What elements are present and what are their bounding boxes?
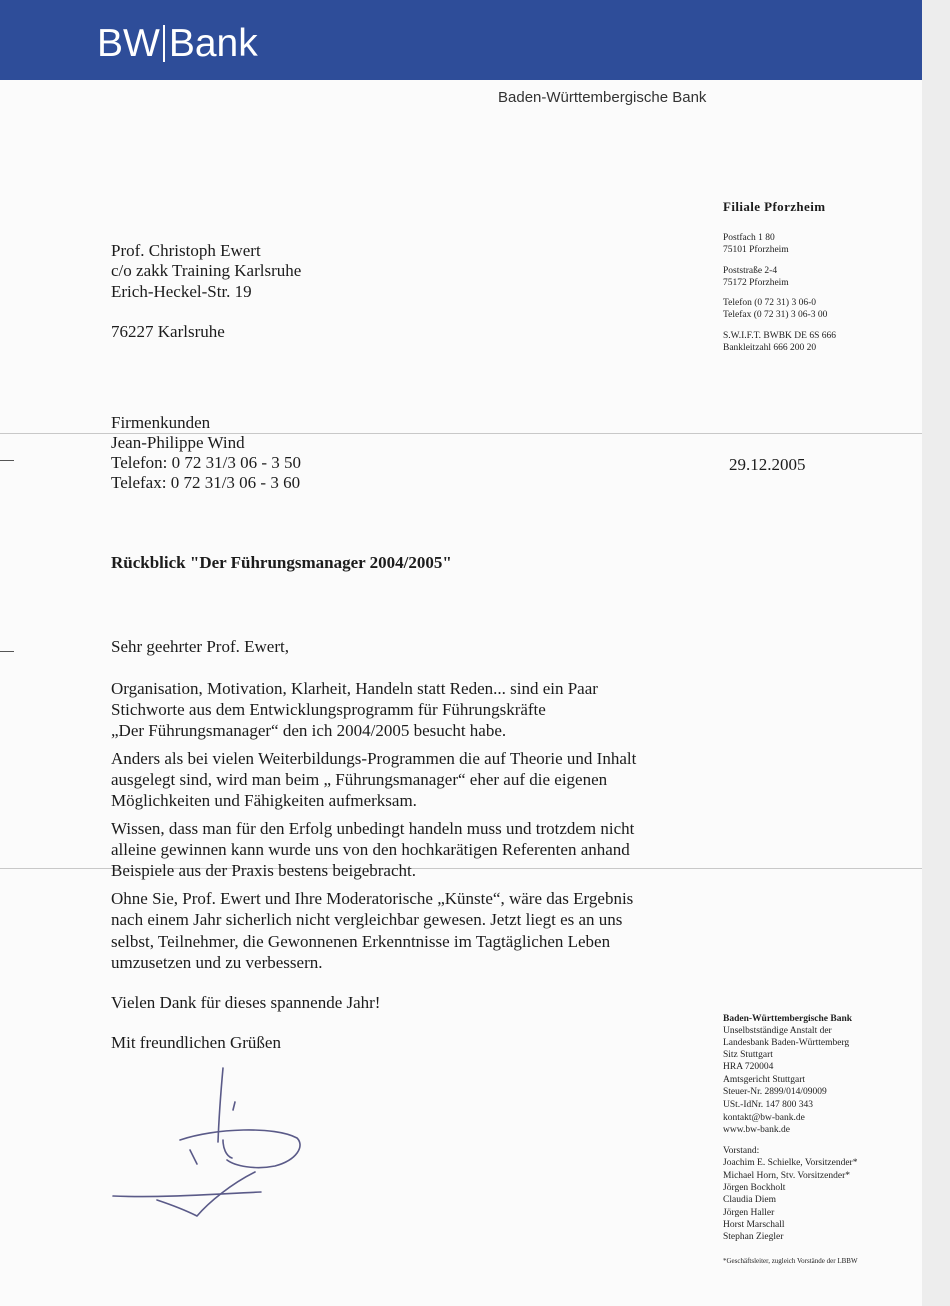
branch-line: Telefax (0 72 31) 3 06-3 00 (723, 310, 828, 320)
footer-legal-line: Sitz Stuttgart (723, 1050, 773, 1060)
footer-website: www.bw-bank.de (723, 1125, 790, 1135)
letter-subject: Rückblick "Der Führungsmanager 2004/2005" (111, 553, 452, 572)
recipient-city: 76227 Karlsruhe (111, 322, 225, 341)
logo-divider (163, 25, 165, 62)
body-line: „Der Führungsmanager“ den ich 2004/2005 besucht habe. (111, 721, 507, 740)
sender-name: Jean-Philippe Wind (111, 433, 245, 452)
board-title: Vorstand: (723, 1146, 760, 1156)
signature-drawing (105, 1060, 315, 1220)
footer-legal-line: USt.-IdNr. 147 800 343 (723, 1100, 813, 1110)
board-member: Jörgen Bockholt (723, 1183, 786, 1193)
board-footnote: *Geschäftsleiter, zugleich Vorstände der LBBW (723, 1257, 858, 1265)
branch-line: Telefon (0 72 31) 3 06-0 (723, 298, 816, 308)
board-member: Jörgen Haller (723, 1208, 775, 1218)
board-member: Joachim E. Schielke, Vorsitzender* (723, 1158, 858, 1168)
footer-bank-name: Baden-Württembergische Bank (723, 1014, 853, 1024)
branch-line: Postfach 1 80 (723, 233, 775, 243)
board-member: Horst Marschall (723, 1220, 785, 1230)
logo-bw: BW (97, 22, 160, 65)
body-line: selbst, Teilnehmer, die Gewonnenen Erkenntnisse im Tagtäglichen Leben (111, 932, 611, 951)
body-line: nach einem Jahr sicherlich nicht vergleichbar gewesen. Jetzt liegt es an uns (111, 910, 623, 929)
body-line: umzusetzen und zu verbessern. (111, 953, 323, 972)
body-line: alleine gewinnen kann wurde uns von den hochkarätigen Referenten anhand (111, 840, 630, 859)
body-line: Anders als bei vielen Weiterbildungs-Programmen die auf Theorie und Inhalt (111, 749, 637, 768)
closing-line: Mit freundlichen Grüßen (111, 1033, 281, 1052)
fold-mark (0, 460, 14, 461)
branch-line: Poststraße 2-4 (723, 266, 778, 276)
branch-line: Bankleitzahl 666 200 20 (723, 343, 817, 353)
body-line: ausgelegt sind, wird man beim „ Führungsmanager“ eher auf die eigenen (111, 770, 608, 789)
board-member: Michael Horn, Stv. Vorsitzender* (723, 1171, 850, 1181)
body-line: Organisation, Motivation, Klarheit, Handeln statt Reden... sind ein Paar (111, 679, 598, 698)
footer-legal-line: HRA 720004 (723, 1062, 774, 1072)
sender-phone: Telefon: 0 72 31/3 06 - 3 50 (111, 453, 302, 472)
sender-fax: Telefax: 0 72 31/3 06 - 3 60 (111, 473, 301, 492)
branch-line: S.W.I.F.T. BWBK DE 6S 666 (723, 331, 836, 341)
recipient-street: Erich-Heckel-Str. 19 (111, 282, 252, 301)
salutation: Sehr geehrter Prof. Ewert, (111, 637, 289, 656)
board-member: Stephan Ziegler (723, 1232, 784, 1242)
branch-title: Filiale Pforzheim (723, 199, 826, 214)
footer-legal-line: Amtsgericht Stuttgart (723, 1075, 806, 1085)
body-line: Möglichkeiten und Fähigkeiten aufmerksam. (111, 791, 417, 810)
handwritten-signature (105, 1060, 315, 1225)
footer-email: kontakt@bw-bank.de (723, 1113, 805, 1123)
punch-mark (0, 651, 14, 652)
letterhead-banner (0, 0, 922, 80)
footer-legal-line: Unselbstständige Anstalt der (723, 1026, 832, 1036)
board-member: Claudia Diem (723, 1195, 777, 1205)
bank-full-name: Baden-Württembergische Bank (498, 89, 707, 106)
footer-legal-line: Steuer-Nr. 2899/014/09009 (723, 1087, 827, 1097)
body-line: Ohne Sie, Prof. Ewert und Ihre Moderatorische „Künste“, wäre das Ergebnis (111, 889, 634, 908)
footer-legal-line: Landesbank Baden-Württemberg (723, 1038, 850, 1048)
branch-line: 75172 Pforzheim (723, 278, 789, 288)
recipient-name: Prof. Christoph Ewert (111, 241, 261, 260)
logo-bank: Bank (168, 22, 258, 65)
bw-bank-logo (97, 24, 258, 63)
letter-date: 29.12.2005 (729, 455, 806, 474)
sender-department: Firmenkunden (111, 413, 211, 432)
branch-line: 75101 Pforzheim (723, 245, 789, 255)
page-edge (922, 0, 950, 1306)
thanks-line: Vielen Dank für dieses spannende Jahr! (111, 993, 381, 1012)
body-line: Wissen, dass man für den Erfolg unbedingt handeln muss und trotzdem nicht (111, 819, 635, 838)
recipient-co: c/o zakk Training Karlsruhe (111, 261, 302, 280)
body-line: Beispiele aus der Praxis bestens beigebracht. (111, 861, 416, 880)
body-line: Stichworte aus dem Entwicklungsprogramm für Führungskräfte (111, 700, 546, 719)
